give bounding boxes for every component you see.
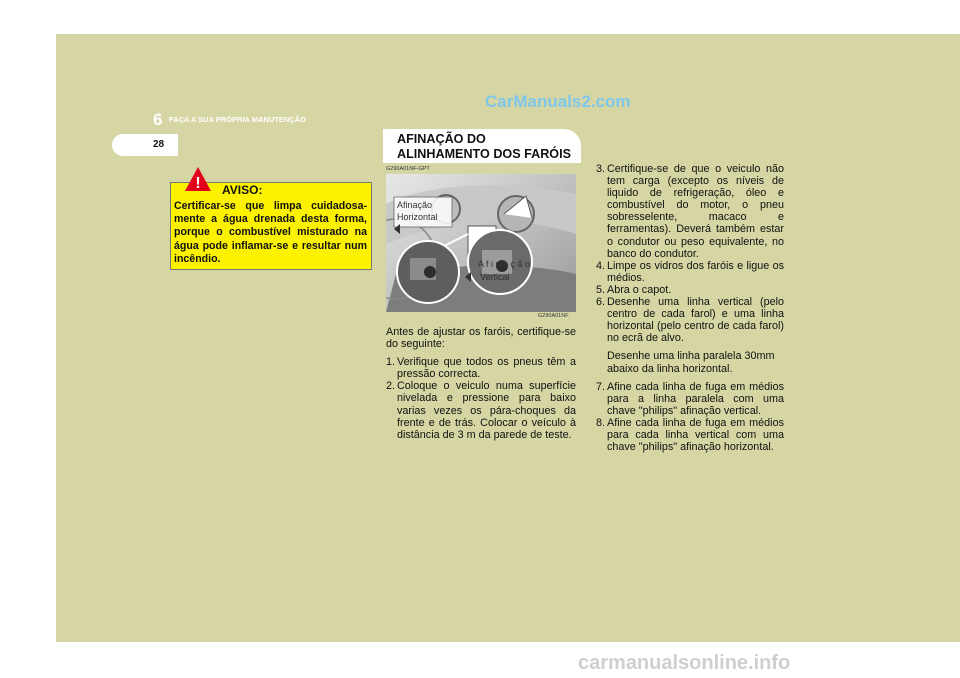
label-afinacao-horizontal-2: Horizontal	[397, 212, 438, 222]
list-item: 8. Afine cada linha de fuga em médios para cada linha vertical com uma chave "philips" afinação horizontal.	[596, 416, 784, 454]
chapter-title: FAÇA A SUA PRÓPRIA MANUTENÇÃO	[169, 115, 306, 124]
list-item: 7. Afine cada linha de fuga em médios para a linha paralela com uma chave "philips" afinação vertical.	[596, 380, 784, 417]
warning-title: AVISO:	[222, 183, 263, 197]
page-number: 28	[153, 139, 165, 150]
label-afinacao-vertical-1: A f i n a ç ã o	[478, 259, 531, 269]
section-title-line-2: ALINHAMENTO DOS FARÓIS	[397, 147, 571, 161]
section-title	[397, 132, 571, 162]
headlamp-figure	[386, 174, 576, 312]
watermark-bottom[interactable]: carmanualsonline.info	[578, 652, 791, 674]
chapter-number: 6	[153, 110, 163, 129]
list-item: 2. Coloque o veiculo numa superfície nivelada e pressione para baixo varias vezes os pára-choques da frente e de trás. Colocar o veículo à distância de 3 m da parede de teste.	[386, 380, 576, 441]
page-number-tab	[112, 134, 178, 156]
label-afinacao-horizontal-1: Afinação	[397, 200, 433, 210]
warning-icon	[184, 166, 212, 192]
figure-code: G290A01NF	[538, 313, 569, 319]
section-code: G290A01NF-GPT	[386, 166, 430, 172]
watermark-top[interactable]: CarManuals2.com	[485, 92, 631, 111]
step-6-note: Desenhe uma linha paralela 30mm abaixo da linha horizontal.	[607, 350, 775, 375]
intro-paragraph: Antes de ajustar os faróis, certifique-se do seguinte:	[386, 326, 576, 351]
list-item: 5. Abra o capot.	[596, 283, 672, 296]
list-item: 3. Certifique-se de que o veiculo não tem carga (excepto os níveis de liquido de refrigeração, óleo e combustível do motor, o pneu sobresselente, macaco e ferramentas). Deverá também estar o condutor ou peso equivalente, no banco do condutor.	[596, 163, 784, 260]
list-item: 1. Verifique que todos os pneus têm a pressão correcta.	[386, 356, 576, 381]
label-afinacao-vertical-2: Vertical	[480, 272, 510, 282]
right-column-text	[596, 163, 784, 453]
list-item: 6. Desenhe uma linha vertical (pelo centro de cada farol) e uma linha horizontal (pelo centro de cada farol) no ecrã de alvo.	[596, 296, 784, 345]
warning-text: Certificar-se que limpa cuidadosa-mente a água drenada desta forma, porque o combustível misturado na água pode inflamar-se e resultar num incêndio.	[174, 200, 367, 265]
list-item: 4. Limpe os vidros dos faróis e ligue os médios.	[596, 259, 784, 284]
section-title-line-1: AFINAÇÃO DO	[397, 132, 486, 146]
warning-icon-mark: !	[195, 175, 201, 192]
middle-column-text	[386, 326, 576, 441]
